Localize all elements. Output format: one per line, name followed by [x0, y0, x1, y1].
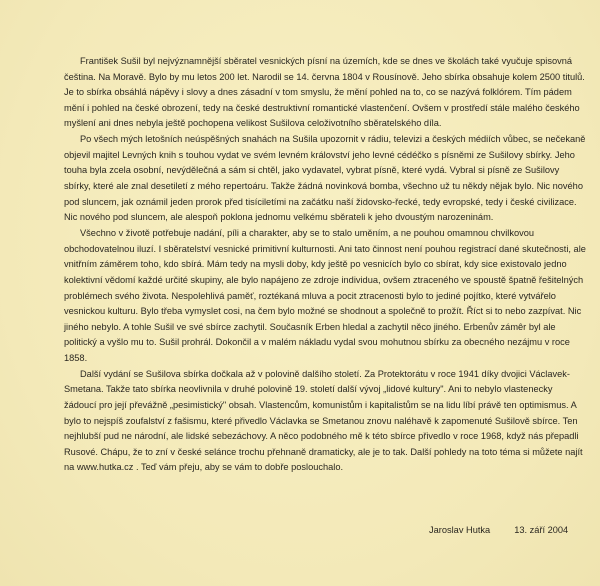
signature-date: 13. září 2004	[514, 525, 569, 535]
paragraph-2: Po všech mých letošních neúspěšných snahách na Sušila upozornit v rádiu, televizi a českých médiích vůbec, se nečekaně objevil majitel Levných knih s touhou vydat ve svém levném království jeho levné cédéčko s písněmi ze Sušilovy sbírky. Jeho touha byla zcela osobní, nevýdělečná a sám si chtěl, jako vydavatel, vybrat písně, které vydá. Vybral si písně ze Sušilovy sbírky, které ale znal desetiletí z mého repertoáru. Takže žádná novinková bomba, všechno už tu někdy nějak bylo. Nic nového pod sluncem, jak oznámil jeden prorok před tisíciletími na začátku naší židovsko-řecké, tedy evropské, tedy i české civilizace. Nic nového pod sluncem, ale alespoň poklona jednomu velkému sběrateli k jeho dvoustým narozeninám.	[64, 134, 586, 223]
article-body	[64, 54, 586, 476]
paragraph-3: Všechno v životě potřebuje nadání, píli a charakter, aby se to stalo uměním, a ne pouhou omamnou chvilkovou obchodovatelnou iluzí. I sběratelství vesnické primitivní kulturnosti. Ani tato činnost není pouhou registrací dané skutečnosti, ale vnitřním záměrem toho, kdo sbírá. Mám tedy na mysli doby, kdy ještě po vesnicích bylo co sbírat, kdy sice existovalo jedno kolektivní vědomí každé určité skupiny, ale bylo napájeno ze zdroje individua, ovšem ztraceného ve spoustě špatně řešitelných problémech svého života. Nespolehlivá paměť, roztékaná mluva a pocit ztracenosti bylo to jediné pojítko, které vytvářelo vesnickou kulturu. Bylo třeba vymyslet cosi, na čem bylo možné se shodnout a společně to prožít. Říct si to nebo zazpívat. Nic jiného nebylo. A tohle Sušil ve své sbírce zachytil. Současník Erben hledal a zachytil něco jiného. Erbenův zámêr byl ale politický a vyšlo mu to. Sušil prohrál. Dokončil a v malém nákladu vydal svou mohutnou sbírku za obecného nezájmu v roce 1858.	[64, 228, 586, 363]
signature-line	[429, 525, 568, 535]
paragraph-1: František Sušil byl nejvýznamnější sběratel vesnických písní na územích, kde se dnes ve školách také vyučuje spisovná čeština. Na Moravě. Bylo by mu letos 200 let. Narodil se 14. června 1804 v Rousínově. Jeho sbírka obsahuje kolem 2500 titulů. Je to sbírka obsáhlá nápěvy i slovy a dnes zásadní v tom smyslu, že mění pohled na to, co se nazývá folklórem. Tím pádem mění i pohled na české obrození, tedy na české destruktivní romantické vlastenčení. Ovšem v prostředí stále malého českého myšlení ani dnes nebyla ještě pochopena velikost Sušilova celoživotního sběratelského díla.	[64, 56, 585, 129]
paragraph-4: Další vydání se Sušilova sbírka dočkala až v polovině dalšího století. Za Protektorátu v roce 1941 díky dvojici Václavek-Smetana. Takže tato sbírka neovlivnila v druhé polovině 19. století další vývoj „lidové kultury". Ani to nebylo vlastenecky žádoucí pro její převážně „pesimistický" obsah. Vlastencům, komunistům i kapitalistům se na lidu líbí právě ten optimismus. A bylo to nejspíš zoufalství z fašismu, které přivedlo Václavka se Smetanou znovu naléhavě k zapomenuté Sušilově sbírce. Ten nejhlubší pud ne národní, ale lidské sebezáchovy. A něco podobného mě k této sbírce přivedlo v roce 1968, když nás přepadli Rusové. Chápu, že to zní v české selánce trochu přehnaně dramaticky, ale je to tak. Další pohledy na toto téma si můžete najít na www.hutka.cz . Teď vám přeju, aby se vám to dobře poslouchalo.	[64, 368, 583, 473]
author-name: Jaroslav Hutka	[429, 525, 491, 535]
